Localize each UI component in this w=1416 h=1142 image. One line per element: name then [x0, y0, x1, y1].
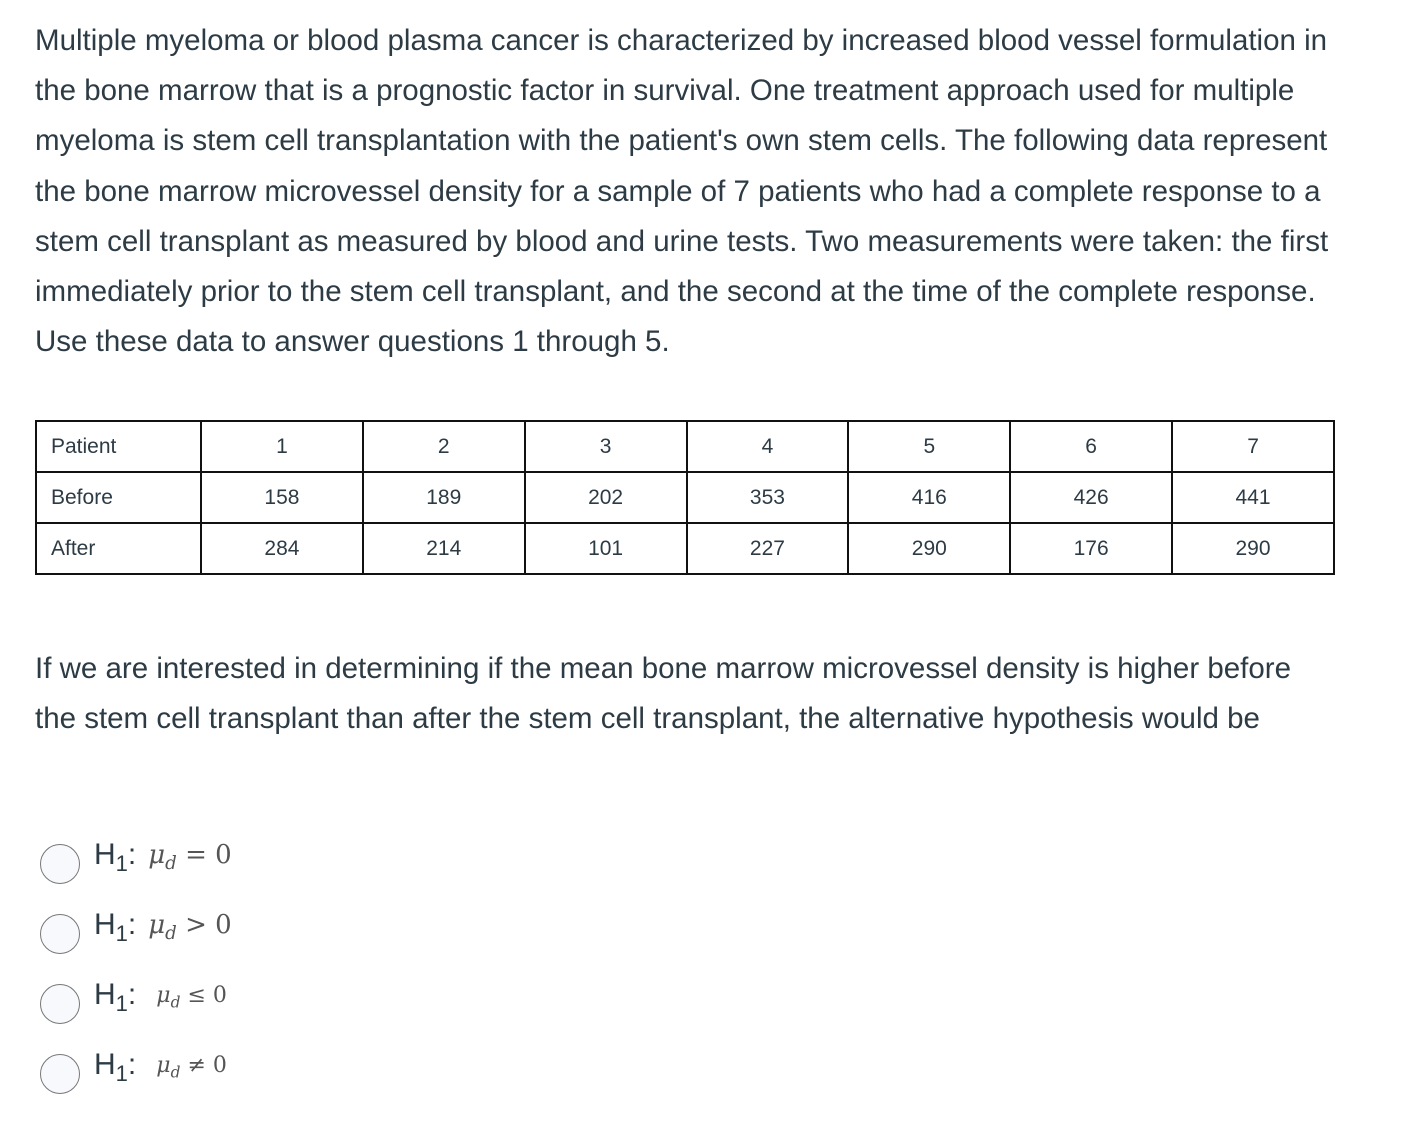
table-row — [36, 421, 1334, 472]
radio-button[interactable] — [40, 844, 80, 884]
problem-intro: Multiple myeloma or blood plasma cancer is characterized by increased blood vessel formulation in the bone marrow that is a prognostic factor in survival. One treatment approach used for multiple myeloma is stem cell transplantation with the patient's own stem cells. The following data represent the bone marrow microvessel density for a sample of 7 patients who had a complete response to a stem cell transplant as measured by blood and urine tests. Two measurements were taken: the first immediately prior to the stem cell transplant, and the second at the time of the complete response. Use these data to answer questions 1 through 5. — [35, 24, 1329, 359]
table-cell: 2 — [363, 421, 525, 472]
hypothesis-label: $H_1$: — [94, 1047, 137, 1086]
table-cell: 353 — [687, 472, 849, 523]
table-row — [36, 523, 1334, 574]
table-cell: 6 — [1010, 421, 1172, 472]
hypothesis-label: $H_1$: — [94, 977, 137, 1016]
table-cell: 227 — [687, 523, 849, 574]
radio-button[interactable] — [40, 1054, 80, 1094]
table-cell: 3 — [525, 421, 687, 472]
table-cell: 189 — [363, 472, 525, 523]
hypothesis-label: $H_1$: — [94, 907, 137, 946]
hypothesis-label: $H_1$: — [94, 837, 137, 876]
table-cell: 284 — [201, 523, 363, 574]
question-text: If we are interested in determining if the mean bone marrow microvessel density is higher before the stem cell transplant than after the stem cell transplant, the alternative hypothesis would be — [35, 652, 1291, 736]
table-row — [36, 472, 1334, 523]
data-table — [35, 420, 1335, 575]
answer-option[interactable] — [40, 1042, 227, 1092]
table-cell: 290 — [848, 523, 1010, 574]
hypothesis-math: $\mu_d \le 0$ — [156, 982, 227, 1012]
row-label: Before — [36, 472, 201, 523]
table-cell: 426 — [1010, 472, 1172, 523]
table-cell: 158 — [201, 472, 363, 523]
answer-option[interactable] — [40, 902, 232, 952]
answer-option[interactable] — [40, 832, 232, 882]
table-cell: 214 — [363, 523, 525, 574]
row-label: Patient — [36, 421, 201, 472]
table-cell: 290 — [1172, 523, 1334, 574]
radio-button[interactable] — [40, 984, 80, 1024]
table-cell: 441 — [1172, 472, 1334, 523]
row-label: After — [36, 523, 201, 574]
table-cell: 1 — [201, 421, 363, 472]
table-cell: 4 — [687, 421, 849, 472]
table-cell: 5 — [848, 421, 1010, 472]
table-cell: 7 — [1172, 421, 1334, 472]
table-cell: 202 — [525, 472, 687, 523]
answer-option[interactable] — [40, 972, 227, 1022]
hypothesis-math: $\mu_d = 0$ — [148, 839, 232, 875]
radio-button[interactable] — [40, 914, 80, 954]
hypothesis-math: $\mu_d \ne 0$ — [156, 1052, 227, 1082]
table-cell: 101 — [525, 523, 687, 574]
table-cell: 176 — [1010, 523, 1172, 574]
hypothesis-math: $\mu_d > 0$ — [148, 909, 232, 945]
table-cell: 416 — [848, 472, 1010, 523]
